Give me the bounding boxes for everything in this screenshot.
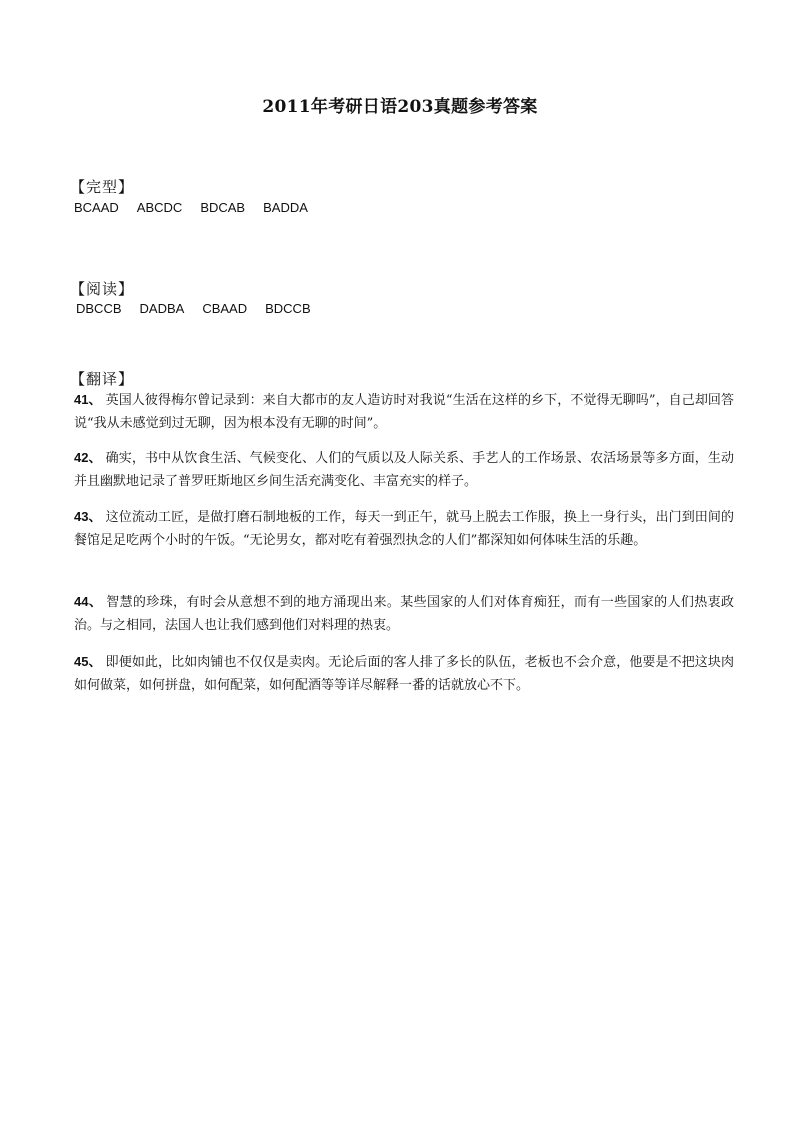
- reading-answer-group: BDCCB: [265, 301, 311, 316]
- item-number: 43、: [74, 509, 102, 524]
- cloze-answer-group: BCAAD: [74, 200, 119, 215]
- translation-item-45: [74, 650, 734, 697]
- item-text: 英国人彼得梅尔曾记录到：来自大都市的友人造访时对我说“生活在这样的乡下，不觉得无聊吗”，自己却回答说“我从未感觉到过无聊，因为根本没有无聊的时间”。: [74, 393, 734, 431]
- reading-answers: [76, 301, 329, 316]
- item-text: 智慧的珍珠，有时会从意想不到的地方涌现出来。某些国家的人们对体育痴狂，而有一些国家的人们热衷政治。与之相同，法国人也让我们感到他们对料理的热衷。: [74, 595, 734, 633]
- translation-item-43: [74, 505, 734, 552]
- item-number: 41、: [74, 392, 102, 407]
- item-text: 这位流动工匠，是做打磨石制地板的工作，每天一到正午，就马上脱去工作服，换上一身行头，出门到田间的餐馆足足吃两个小时的午饭。“无论男女，都对吃有着强烈执念的人们”都深知如何体味生活的乐趣。: [74, 510, 734, 548]
- reading-heading: 【阅读】: [70, 280, 135, 298]
- reading-answer-group: DBCCB: [76, 301, 122, 316]
- item-number: 44、: [74, 594, 103, 609]
- cloze-answers: [74, 200, 326, 215]
- translation-item-44: [74, 590, 734, 637]
- cloze-heading: 【完型】: [70, 178, 135, 196]
- cloze-answer-group: BDCAB: [200, 200, 246, 215]
- reading-answer-group: DADBA: [139, 301, 185, 316]
- item-number: 45、: [74, 654, 102, 669]
- translation-heading: 【翻译】: [70, 370, 135, 388]
- item-text: 即便如此，比如肉铺也不仅仅是卖肉。无论后面的客人排了多长的队伍，老板也不会介意，他要是不把这块肉如何做菜，如何拼盘，如何配菜，如何配酒等等详尽解释一番的话就放心不下。: [74, 655, 734, 693]
- page-title: 2011年考研日语203真题参考答案: [262, 97, 538, 117]
- item-text: 确实，书中从饮食生活、气候变化、人们的气质以及人际关系、手艺人的工作场景、农活场景等多方面，生动并且幽默地记录了普罗旺斯地区乡间生活充满变化、丰富充实的样子。: [74, 451, 734, 489]
- cloze-answer-group: ABCDC: [136, 200, 183, 215]
- cloze-answer-group: BADDA: [263, 200, 308, 215]
- translation-item-41: [74, 388, 734, 435]
- item-number: 42、: [74, 450, 102, 465]
- translation-item-42: [74, 446, 734, 493]
- reading-answer-group: CBAAD: [202, 301, 248, 316]
